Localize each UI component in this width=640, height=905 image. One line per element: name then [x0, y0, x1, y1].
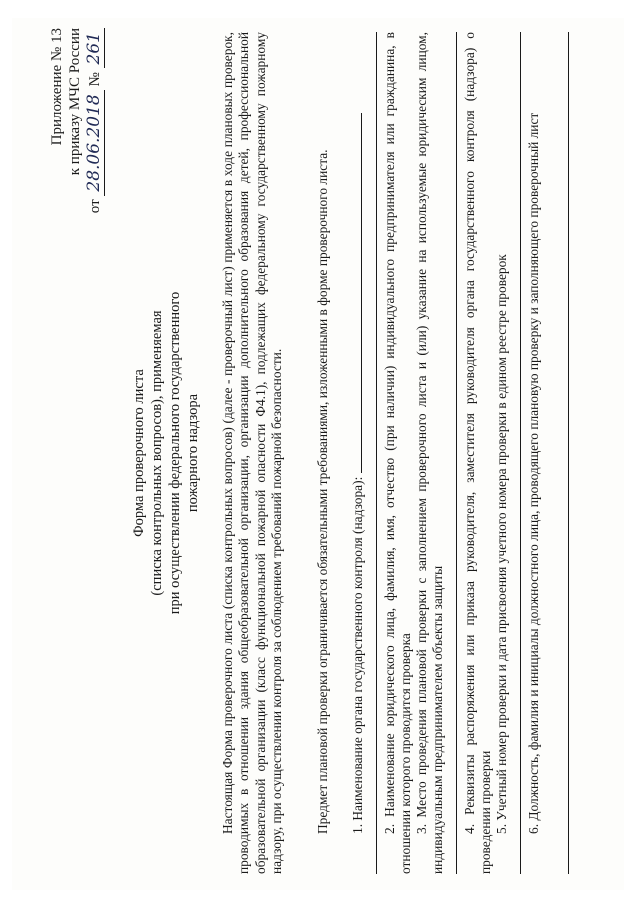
rotated-document-sheet	[20, 18, 620, 888]
appendix-order-ref: к приказу МЧС России	[67, 28, 83, 176]
form-item-4	[462, 32, 495, 874]
item-1-text: 1. Наименование органа государственного контроля (надзора):	[350, 476, 365, 834]
form-item-5	[494, 32, 510, 874]
appendix-number: Приложение № 13	[49, 28, 65, 146]
handwritten-number: 261	[84, 28, 105, 68]
item-6-text: 6. Должность, фамилия и инициалы должностного лица, проводящего плановую проверку и заполняющего проверочный лист	[526, 112, 541, 834]
title-line-1: Форма проверочного листа	[131, 369, 147, 537]
item-3-text: 3. Место проведения плановой проверки с заполнением проверочного листа и (или) указание на используемые юридическим лицом, индивидуальным предпринимателем объекты защиты	[414, 32, 446, 874]
appendix-header	[48, 28, 104, 268]
form-item-2	[382, 32, 415, 874]
subject-paragraph: Предмет плановой проверки ограничивается обязательными требованиями, изложенными в форме проверочного листа.	[315, 149, 330, 834]
title-line-3: при осуществлении федерального государственного	[167, 291, 184, 615]
handwritten-date: 28.06.2018	[84, 90, 105, 195]
form-item-6	[526, 32, 542, 874]
item-1-rule	[376, 32, 377, 874]
number-label: №	[87, 72, 103, 87]
item-4-text: 4. Реквизиты распоряжения или приказа руководителя, заместителя руководителя органа государственного контроля (надзора) о проведении проверки	[462, 32, 494, 874]
form-item-1	[350, 32, 366, 874]
item-3-rule	[456, 32, 457, 874]
document-title	[130, 18, 203, 888]
from-label: от	[87, 199, 103, 214]
item-5-rule	[520, 32, 521, 874]
form-item-3	[414, 32, 447, 874]
intro-paragraph: Настоящая Форма проверочного листа (списка контрольных вопросов) (далее - проверочный лист) применяется в ходе плановых проверок, проводимых в отношении здания общеобразовательной организации, организации дополнительного образования детей, профессиональной образовательной организации (класс функциональной пожарной опасности Ф4.1), подлежащих федеральному государственному пожарному надзору, при осуществлении контроля за соблюдением требований пожарной безопасности.	[220, 32, 285, 874]
title-line-2: (списка контрольных вопросов), применяемая	[149, 310, 166, 596]
item-6-rule	[568, 32, 569, 874]
item-1-fill-line	[351, 113, 362, 473]
title-line-4: пожарного надзора	[185, 393, 202, 513]
item-5-text: 5. Учетный номер проверки и дата присвоения учетного номера проверки в едином реестре проверок	[494, 254, 509, 834]
appendix-date-line	[84, 28, 104, 268]
item-2-text: 2. Наименование юридического лица, фамилия, имя, отчество (при наличии) индивидуального предпринимателя или гражданина, в отношении которого проводится проверка	[382, 32, 414, 874]
